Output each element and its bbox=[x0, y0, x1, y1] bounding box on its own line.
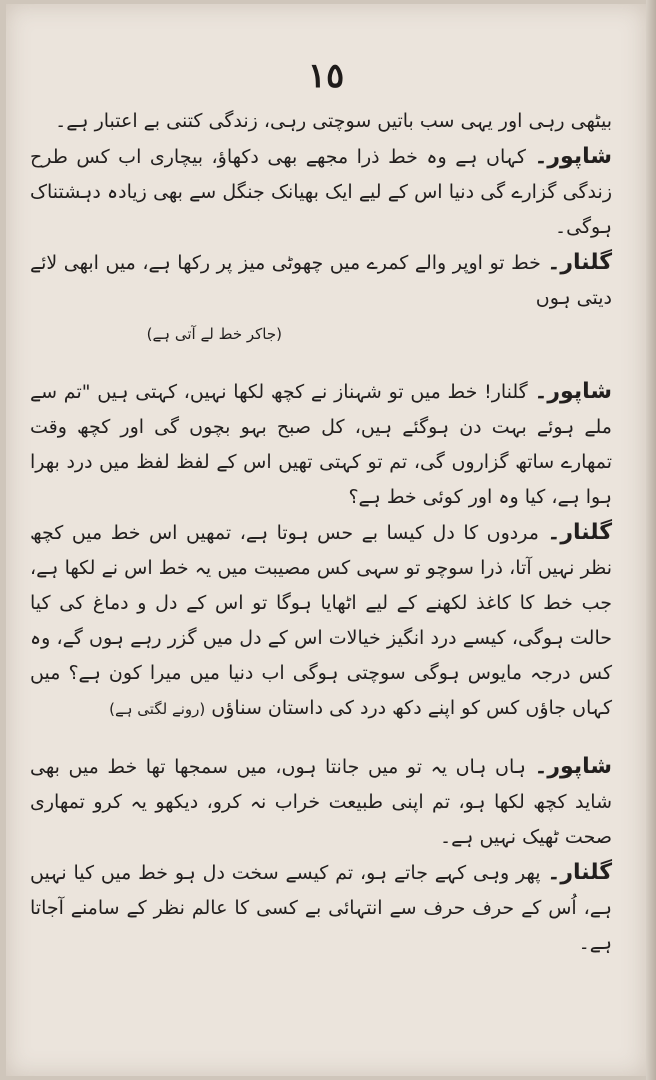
paragraph-9 bbox=[30, 855, 612, 961]
paragraph-8 bbox=[30, 749, 612, 855]
speaker-name: گلنار۔ bbox=[547, 250, 612, 275]
paragraph-text: کہاں ہے وہ خط ذرا مجھے بھی دکھاؤ، بیچاری اب کس طرح زندگی گزارے گی دنیا اس کے لیے ایک بھیانک جنگل سے بھی زیادہ دہشتناک ہوگی۔ bbox=[30, 146, 612, 238]
speaker-name: گلنار۔ bbox=[547, 520, 612, 545]
paragraph-5 bbox=[30, 374, 612, 515]
paragraph-text: مردوں کا دل کیسا بے حس ہوتا ہے، تمھیں اس خط میں کچھ نظر نہیں آتا، ذرا سوچو تو سہی کس مصیبت میں یہ خط اس نے لکھا ہے، جب خط کا کاغذ لکھنے کے لیے اٹھایا ہوگا تو اس کے دل و دماغ کی کیا حالت ہوگی، کیسے درد انگیز خیالات اس کے دل میں گزر رہے ہوں گے، وہ کس درجہ مایوس ہوگی سوچتی ہوگی اب دنیا میں میرا کون ہے؟ میں کہاں جاؤں کس کو اپنے دکھ درد کی داستان سناؤں bbox=[30, 522, 612, 719]
paragraph-text: گلنار! خط میں تو شہناز نے کچھ لکھا نہیں، کہتی ہیں "تم سے ملے ہوئے بہت دن ہوگئے ہیں، کل صبح بہو بچوں گی اور کچھ وقت تمھارے ساتھ گزاروں گی، تم تو کہتی تھیں اس کے لفظ لفظ میں درد بھرا ہوا ہے، کیا وہ اور کوئی خط ہے؟ bbox=[30, 381, 612, 508]
stage-direction-text: (رونے لگتی ہے) bbox=[109, 700, 206, 718]
stage-direction bbox=[30, 316, 612, 352]
page-number: ١٥ bbox=[307, 56, 345, 96]
paragraph-text: خط تو اوپر والے کمرے میں چھوٹی میز پر رکھا ہے، میں ابھی لائے دیتی ہوں bbox=[30, 252, 612, 309]
speaker-name: شاپور۔ bbox=[534, 379, 612, 404]
paragraph-3 bbox=[30, 245, 612, 316]
speaker-name: گلنار۔ bbox=[547, 860, 612, 885]
paragraph-gap bbox=[30, 352, 612, 374]
speaker-name: شاپور۔ bbox=[534, 144, 612, 169]
paragraph-text: پھر وہی کہے جاتے ہو، تم کیسے سخت دل ہو خط میں کیا نہیں ہے، اُس کے حرف حرف سے انتہائی بے کسی کا عالم نظر کے سامنے آجاتا ہے۔ bbox=[30, 862, 612, 954]
paragraph-2 bbox=[30, 139, 612, 245]
body-text bbox=[30, 104, 612, 961]
paragraph-gap bbox=[30, 727, 612, 749]
paragraph-text: بیٹھی رہی اور یہی سب باتیں سوچتی رہی، زندگی کتنی بے اعتبار ہے۔ bbox=[55, 110, 612, 132]
stage-direction-text: (جاکر خط لے آتی ہے) bbox=[146, 325, 282, 343]
book-page bbox=[6, 4, 646, 1076]
speaker-name: شاپور۔ bbox=[534, 754, 612, 779]
paragraph-1 bbox=[30, 104, 612, 139]
paragraph-6 bbox=[30, 515, 612, 727]
page-edge bbox=[646, 0, 656, 1080]
paragraph-text: ہاں ہاں یہ تو میں جانتا ہوں، میں سمجھا تھا خط میں بھی شاید کچھ لکھا ہو، تم اپنی طبیعت خراب نہ کرو، دیکھو یہ کرو تمھاری صحت ٹھیک نہیں ہے۔ bbox=[30, 756, 612, 848]
